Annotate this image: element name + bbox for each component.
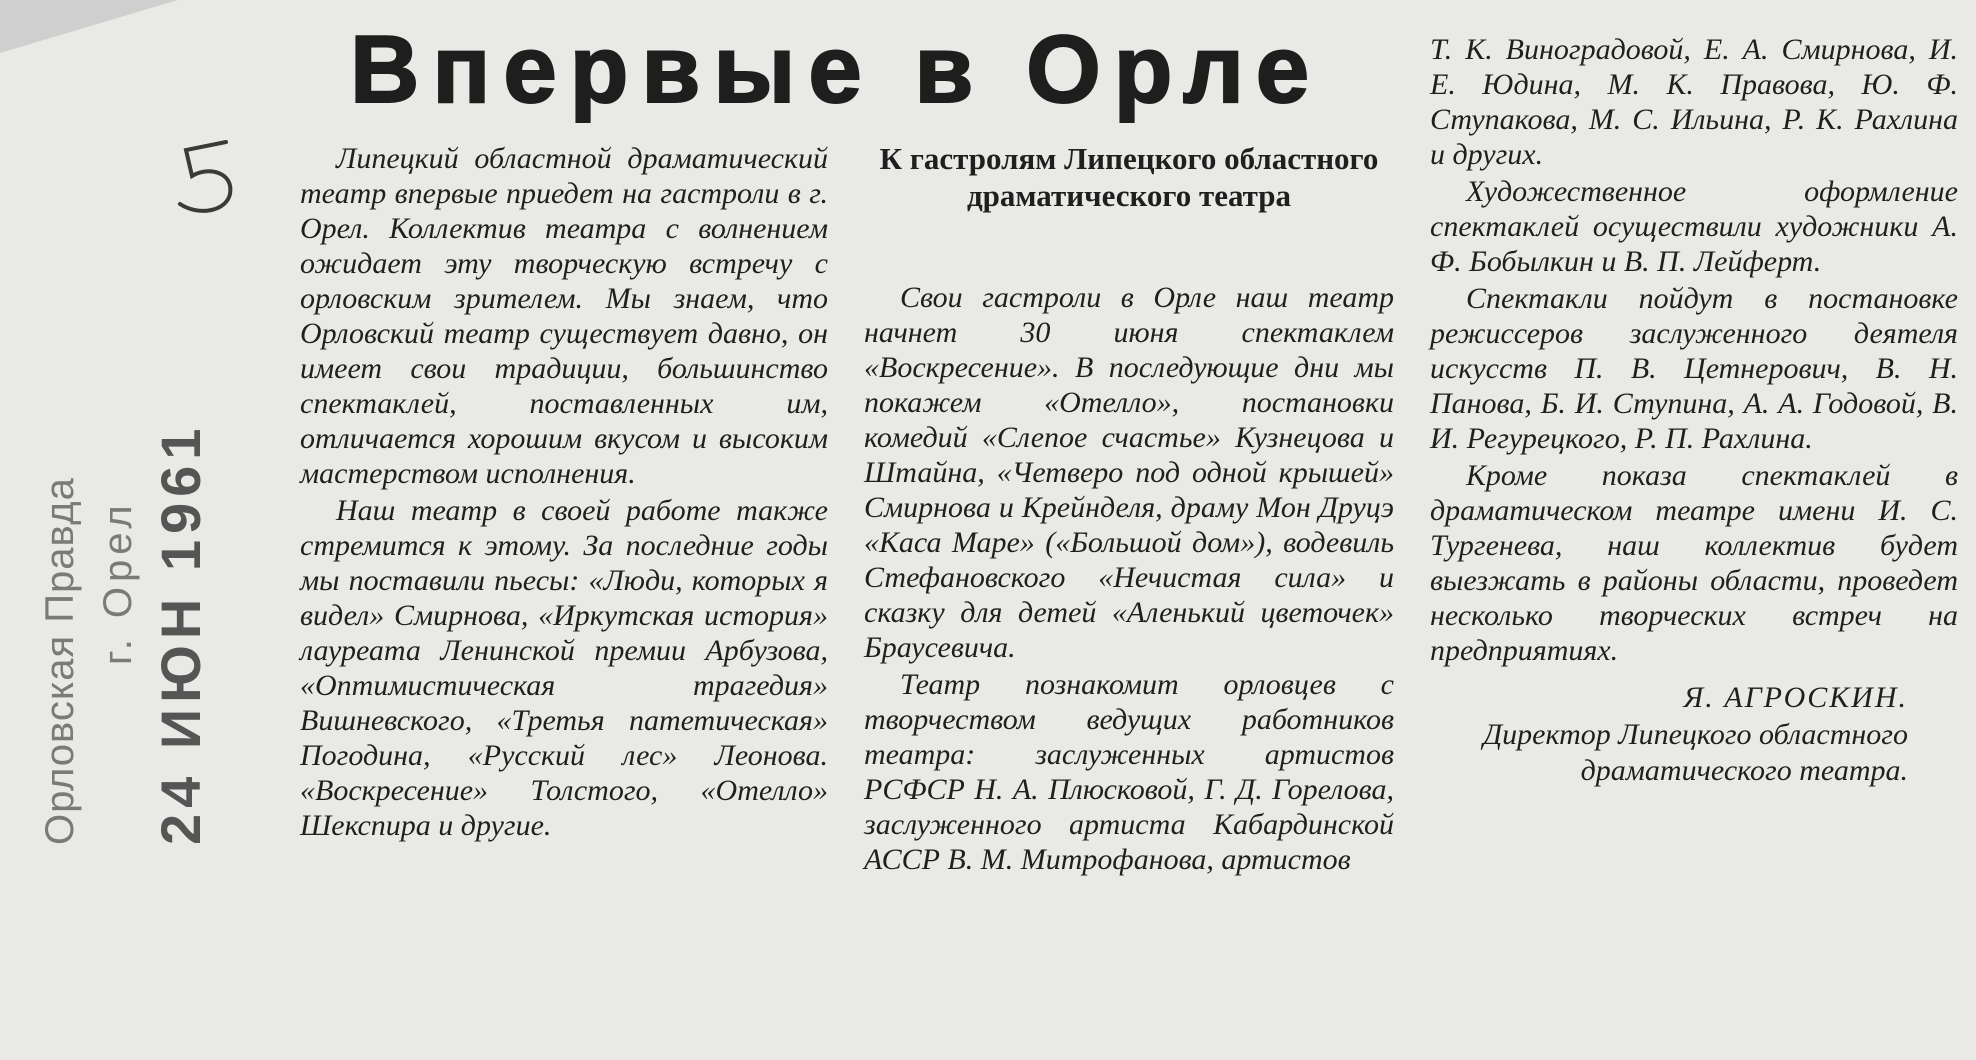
author-role: Директор Липецкого областного драматического театра. xyxy=(1483,718,1908,787)
stamp-newspaper-name: Орловская Правда xyxy=(38,477,82,845)
paragraph: Спектакли пойдут в постановке режиссеров заслуженного деятеля искусств П. В. Цетнерович, В. Н. Панова, Б. И. Ступина, А. А. Годовой, В. И. Регурецкого, Р. П. Рахлина. xyxy=(1430,282,1958,455)
article-headline: Впервые в Орле xyxy=(350,16,1323,123)
article-column-2 xyxy=(864,280,1394,879)
stamp-date: 24 ИЮН 1961 xyxy=(149,422,212,845)
newspaper-date-stamp xyxy=(30,305,230,845)
paragraph: Наш театр в своей работе также стремится к этому. За последние годы мы поставили пьесы: «Люди, которых я видел» Смирнова, «Иркутская история» лауреата Ленинской премии Арбузова, «Оптимистическая трагедия» Вишневского, «Третья патетическая» Погодина, «Русский лес» Леонова. «Воскресение» Толстого, «Отелло» Шекспира и другие. xyxy=(300,494,828,842)
author-signature: Я. АГРОСКИН. xyxy=(1683,681,1908,714)
article-column-1 xyxy=(300,141,828,845)
paragraph: Художественное оформление спектаклей осуществили художники А. Ф. Бобылкин и В. П. Лейферт. xyxy=(1430,175,1958,278)
paragraph: Театр познакомит орловцев с творчеством ведущих работников театра: заслуженных артистов РСФСР Н. А. Плюсковой, Г. Д. Горелова, заслуженного артиста Кабардинской АССР В. М. Митрофанова, артистов xyxy=(864,668,1394,876)
paragraph: Липецкий областной драматический театр впервые приедет на гастроли в г. Орел. Коллектив театра с волнением ожидает эту творческую встречу с орловским зрителем. Мы знаем, что Орловский театр существует давно, он имеет свои традиции, большинство спектаклей, поставленных им, отличается хорошим вкусом и высоким мастерством исполнения. xyxy=(300,142,828,490)
article-column-3 xyxy=(1430,32,1958,791)
paragraph: Т. К. Виноградовой, Е. А. Смирнова, И. Е. Юдина, М. К. Правова, Ю. Ф. Ступакова, М. С. Ильина, Р. К. Рахлина и других. xyxy=(1430,33,1958,171)
paragraph: Кроме показа спектаклей в драматическом театре имени И. С. Тургенева, наш коллектив будет выезжать в районы области, проведет несколько творческих встреч на предприятиях. xyxy=(1430,459,1958,667)
article-subheading: К гастролям Липецкого областного драматического театра xyxy=(879,141,1379,213)
paragraph: Свои гастроли в Орле наш театр начнет 30 июня спектаклем «Воскресение». В последующие дни мы покажем «Отелло», постановки комедий «Слепое счастье» Кузнецова и Штайна, «Четверо под одной крышей» Смирнова и Крейнделя, драму Мон Друцэ «Каса Маре» («Большой дом»), водевиль Стефановского «Нечистая сила» и сказку для детей «Аленький цветочек» Браусевича. xyxy=(864,281,1394,664)
stamp-city: г. Орел xyxy=(96,500,140,665)
pencil-mark-5 xyxy=(168,132,248,227)
